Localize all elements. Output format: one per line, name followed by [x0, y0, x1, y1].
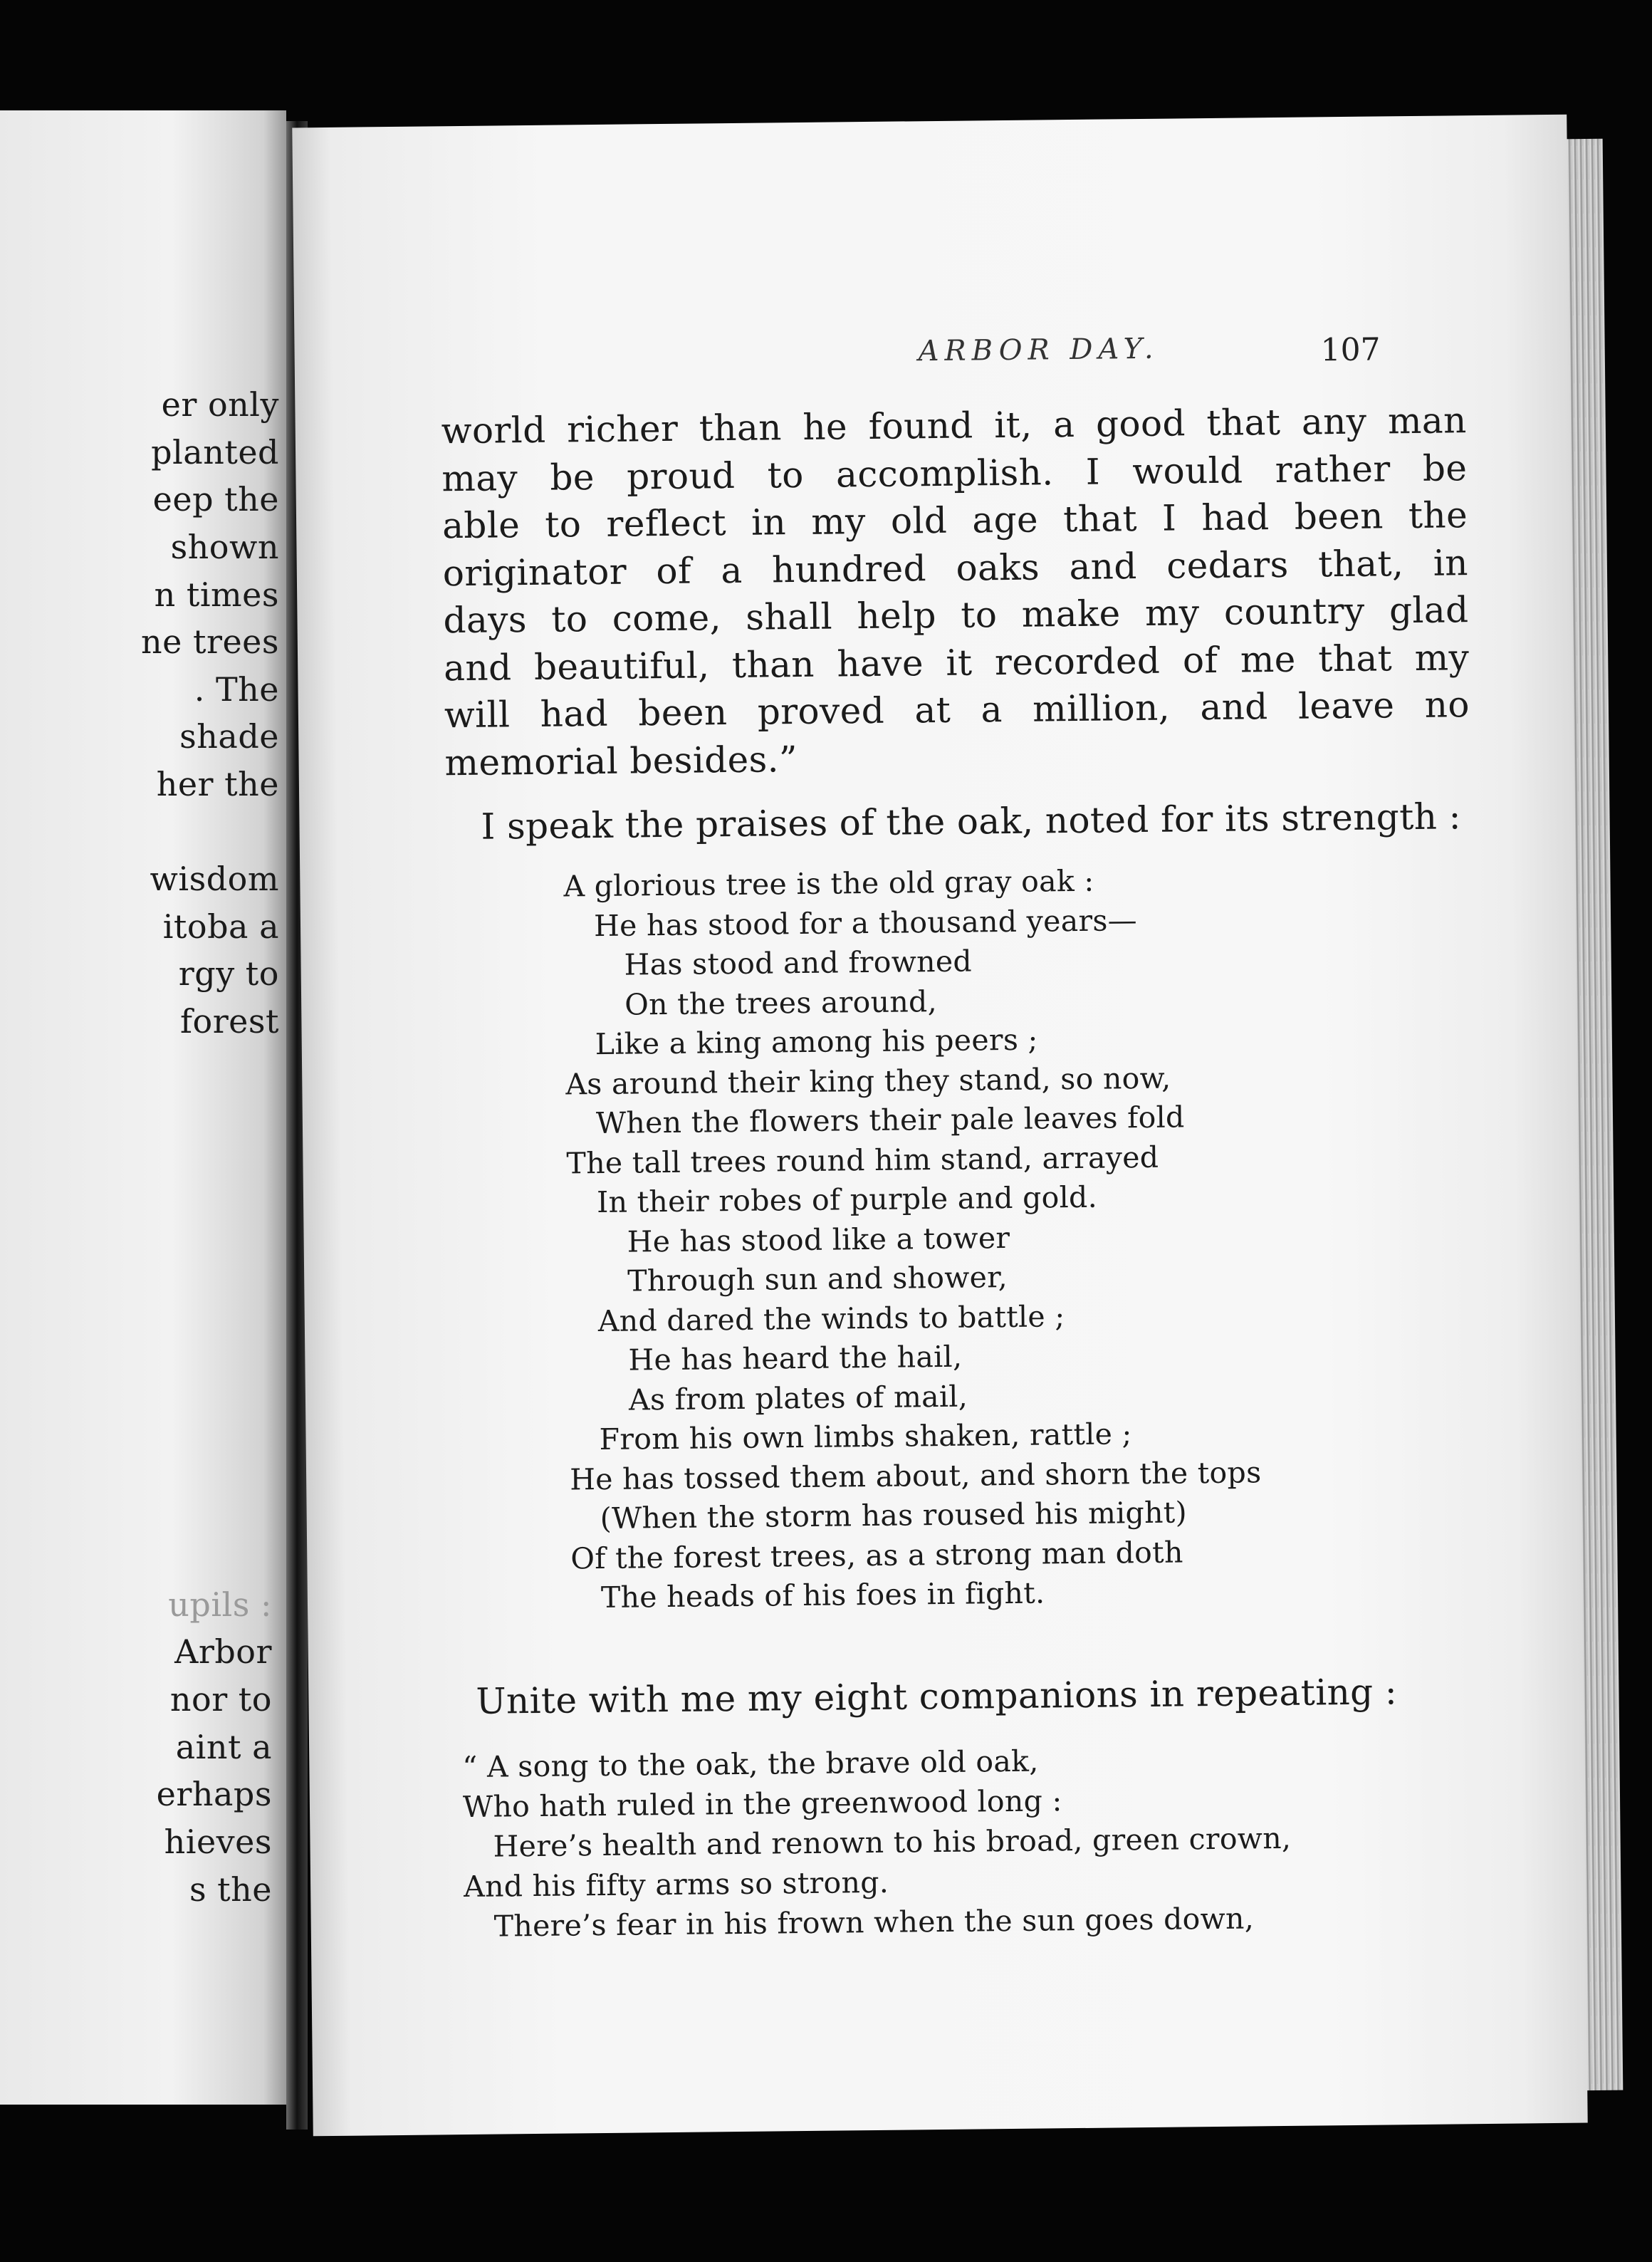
prose-line: world richer than he found it, a good that any man: [441, 400, 1467, 452]
left-page-fragment: nor to: [169, 1680, 272, 1719]
left-page-fragment: . The: [194, 670, 279, 709]
intro-line-2: Unite with me my eight companions in repeating :: [476, 1671, 1398, 1722]
poem-oak-praise: [300, 859, 1574, 1615]
poem-line: In their robes of purple and gold.: [596, 1179, 1098, 1220]
prose-line: memorial besides.”: [444, 738, 798, 783]
left-page-fragment: her the: [156, 765, 279, 803]
prose-line: may be proud to accomplish. I would rather be: [441, 447, 1468, 499]
left-page-fragment: shade: [179, 717, 279, 756]
poem-line: And his fifty arms so strong.: [463, 1865, 889, 1904]
left-page-fragment: itoba a: [162, 907, 279, 946]
prose-line: able to reflect in my old age that I had been the: [441, 494, 1468, 547]
left-page-fragment: shown: [170, 528, 279, 566]
left-page-fragment: er only: [161, 385, 279, 424]
poem-line: And dared the winds to battle ;: [597, 1298, 1065, 1338]
poem-line: Has stood and frowned: [624, 944, 973, 982]
left-page-fragment: planted: [151, 433, 279, 471]
page-number: 107: [1320, 331, 1381, 369]
poem-line: Through sun and shower,: [627, 1260, 1008, 1298]
left-page-fragment: erhaps: [156, 1775, 272, 1813]
poem-song-to-oak: [309, 1739, 1584, 1944]
poem-line: Like a king among his peers ;: [595, 1022, 1038, 1062]
left-page: [0, 110, 286, 2105]
prose-line: will had been proved at a million, and leave no: [444, 684, 1470, 736]
poem-line: He has tossed them about, and shorn the tops: [569, 1454, 1262, 1496]
poem-line: From his own limbs shaken, rattle ;: [599, 1417, 1132, 1457]
left-page-fragment: aint a: [175, 1728, 272, 1766]
poem-line: He has stood for a thousand years—: [593, 902, 1138, 943]
poem-line: He has stood like a tower: [627, 1220, 1010, 1259]
left-page-fragment: Arbor: [174, 1632, 272, 1671]
poem-line: On the trees around,: [624, 984, 938, 1022]
intro-line-1: I speak the praises of the oak, noted for its strength :: [481, 796, 1462, 848]
poem-line: Who hath ruled in the greenwood long :: [462, 1783, 1062, 1825]
left-page-fragment: ne trees: [141, 622, 279, 661]
left-page-fragment: forest: [179, 1002, 279, 1041]
left-page-fragment: eep the: [152, 480, 279, 518]
left-page-fragment: wisdom: [150, 860, 279, 898]
right-page: [292, 115, 1587, 2137]
poem-line: As around their king they stand, so now,: [565, 1060, 1171, 1101]
prose-line: originator of a hundred oaks and cedars that, in: [442, 541, 1469, 594]
poem-line: (When the storm has roused his might): [600, 1495, 1188, 1536]
poem-line: There’s fear in his frown when the sun goes down,: [493, 1901, 1255, 1944]
poem-line: Of the forest trees, as a strong man doth: [570, 1534, 1183, 1575]
poem-line: When the flowers their pale leaves fold: [595, 1100, 1185, 1141]
poem-line: He has heard the hail,: [628, 1339, 963, 1377]
poem-line: The tall trees round him stand, arrayed: [566, 1140, 1159, 1180]
left-page-fragment: hieves: [164, 1823, 272, 1861]
prose-line: and beautiful, than have it recorded of me that my: [443, 636, 1470, 689]
prose-line: days to come, shall help to make my country glad: [443, 589, 1469, 642]
left-page-fragment: upils :: [168, 1585, 272, 1624]
poem-line: A glorious tree is the old gray oak :: [563, 863, 1094, 904]
poem-line: As from plates of mail,: [628, 1379, 968, 1417]
left-page-fragment: rgy to: [178, 954, 279, 993]
poem-line: The heads of his foes in fight.: [600, 1575, 1045, 1615]
poem-line: Here’s health and renown to his broad, green crown,: [493, 1820, 1292, 1864]
poem-line: “ A song to the oak, the brave old oak,: [462, 1744, 1039, 1785]
prose-paragraph: [441, 397, 1470, 786]
left-page-fragment: n times: [154, 575, 279, 614]
running-title: ARBOR DAY.: [918, 332, 1159, 368]
left-page-fragment: s the: [189, 1870, 272, 1909]
